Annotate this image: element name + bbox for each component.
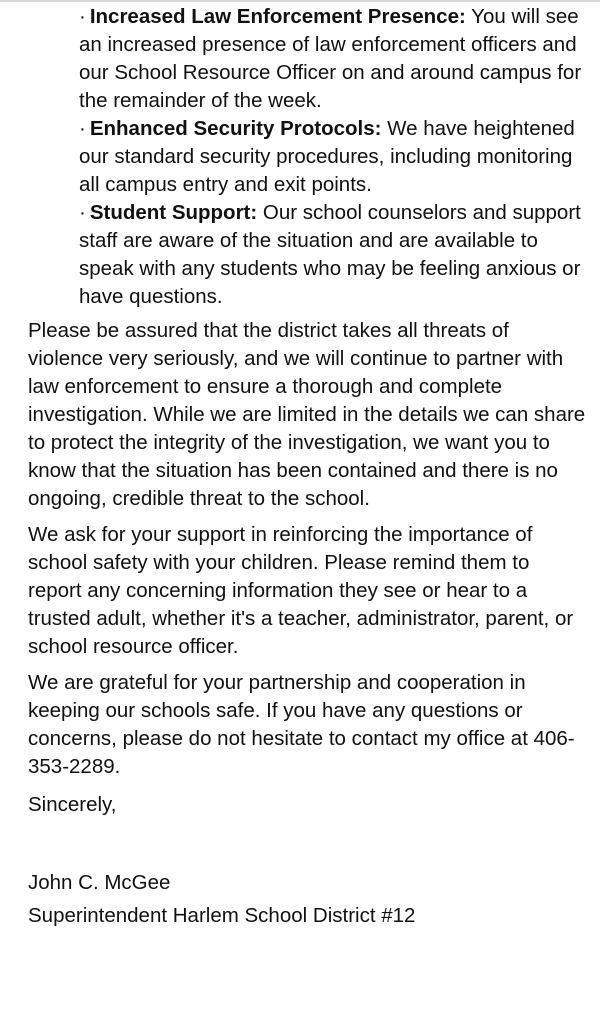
bullet-marker: · [79, 5, 86, 28]
support-request-paragraph: We ask for your support in reinforcing the importance of school safety with your children. Please remind them to report any concerning information they see or hear to a trusted adult, whether it's a teacher, administrator, parent, or school resource officer. [28, 523, 574, 658]
signer-title: Superintendent Harlem School District #12 [28, 904, 416, 927]
bullet-heading: Enhanced Security Protocols: [89, 117, 382, 140]
top-divider [0, 0, 600, 2]
bullet-heading: Increased Law Enforcement Presence: [89, 5, 466, 28]
list-item [79, 199, 588, 311]
bullet-marker: · [79, 201, 86, 224]
bullet-heading: Student Support: [89, 201, 258, 224]
bullet-marker: · [79, 117, 86, 140]
assurance-paragraph: Please be assured that the district takes all threats of violence very seriously, and we will continue to partner with law enforcement to ensure a thorough and complete investigation. While we are limited in the details we can share to protect the integrity of the investigation, we want you to know that the situation has been contained and there is no ongoing, credible threat to the school. [28, 319, 586, 510]
signature-block [28, 866, 588, 932]
letter-body [28, 317, 588, 781]
list-item [79, 115, 588, 199]
safety-measures-list [28, 3, 588, 311]
list-item [79, 3, 588, 115]
bullet-text: We have heightened our standard security procedures, including monitoring all campus entry and exit points. [79, 117, 575, 196]
contact-paragraph: We are grateful for your partnership and cooperation in keeping our schools safe. If you have any questions or concerns, please do not hesitate to contact my office at 406-353-2289. [28, 671, 575, 778]
bullet-text: You will see an increased presence of law enforcement officers and our School Resource Officer on and around campus for the remainder of the week. [79, 5, 582, 112]
closing-salutation: Sincerely, [28, 793, 117, 816]
letter-content [28, 3, 588, 932]
signer-name: John C. McGee [28, 871, 171, 894]
bullet-text: Our school counselors and support staff are aware of the situation and are available to speak with any students who may be feeling anxious or have questions. [79, 201, 581, 308]
